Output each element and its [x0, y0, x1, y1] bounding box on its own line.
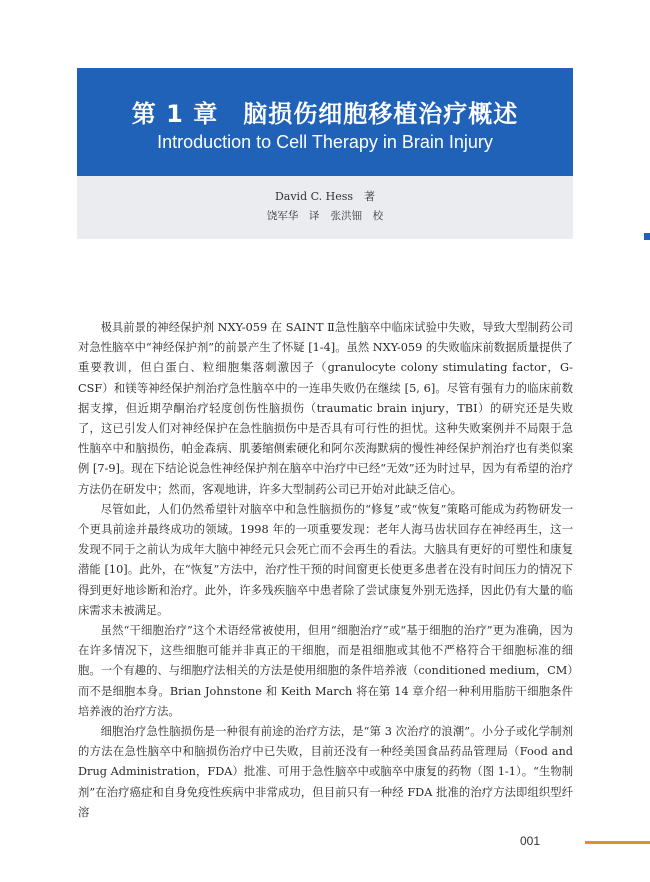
chapter-title-chinese: 第 1 章 脑损伤细胞移植治疗概述 [131, 100, 519, 128]
chapter-title-english: Introduction to Cell Therapy in Brain Injury [157, 132, 493, 152]
paragraph: 细胞治疗急性脑损伤是一种很有前途的治疗方法，是“第 3 次治疗的浪潮”。小分子或化学制剂的方法在急性脑卒中和脑损伤治疗中已失败，目前还没有一种经美国食品药品管理局（Food and Drug Administration，FDA）批准、可用于急性脑卒中或脑卒中康复的药物（图 1-1）。“生物制剂”在治疗癌症和自身免疫性疾病中非常成功，但目前只有一种经 FDA 批准的治疗方法即组织型纤溶 [78, 725, 573, 819]
author-line: David C. Hess 著 [274, 190, 376, 203]
paragraph: 尽管如此，人们仍然希望针对脑卒中和急性脑损伤的“修复”或“恢复”策略可能成为药物研发一个更具前途并最终成功的领域。1998 年的一项重要发现：老年人海马齿状回存在神经再生，这一发现不同于之前认为成年大脑中神经元只会死亡而不会再生的看法。大脑具有更好的可塑性和康复潜能 [10]。此外，在“恢复”方法中，治疗性干预的时间窗更长使更多患者在没有时间压力的情况下得到更好地诊断和治疗。此外，许多残疾脑卒中患者除了尝试康复外别无选择，因此仍有大量的临床需求未被满足。 [78, 502, 573, 617]
paragraph: 极具前景的神经保护剂 NXY-059 在 SAINT Ⅱ急性脑卒中临床试验中失败，导致大型制药公司对急性脑卒中“神经保护剂”的前景产生了怀疑 [1-4]。虽然 NXY-059 的失败临床前数据质量提供了重要教训，但白蛋白、粒细胞集落刺激因子（granulocyte colony stimulating factor，G-CSF）和镁等神经保护剂治疗急性脑卒中的一连串失败仍在继续 [5, 6]。尽管有强有力的临床前数据支撑，但近期孕酮治疗轻度创伤性脑损伤（traumatic brain injury，TBI）的研究还是失败了，这已引发人们对神经保护在急性脑损伤中是否具有可行性的担忧。这种失败案例并不局限于急性脑卒中和脑损伤，帕金森病、肌萎缩侧索硬化和阿尔茨海默病的慢性神经保护剂治疗也有类似案例 [7-9]。现在下结论说急性神经保护剂在脑卒中治疗中已经“无效”还为时过早，因为有希望的治疗方法仍在研发中；然而，客观地讲，许多大型制药公司已开始对此缺乏信心。 [78, 321, 573, 496]
body-text [78, 318, 573, 823]
reviewer: 张洪钿 校 [330, 210, 384, 222]
paragraph: 虽然“干细胞治疗”这个术语经常被使用，但用“细胞治疗”或“基于细胞的治疗”更为准确，因为在许多情况下，这些细胞可能并非真正的干细胞，而是祖细胞或其他不严格符合干细胞标准的细胞。一个有趣的、与细胞疗法相关的方法是使用细胞的条件培养液（conditioned medium，CM）而不是细胞本身。Brian Johnstone 和 Keith March 将在第 14 章介绍一种利用脂肪干细胞条件培养液的治疗方法。 [78, 624, 573, 718]
translator: 饶军华 译 [266, 210, 320, 222]
side-tab-marker [644, 233, 650, 240]
footer-accent-bar [585, 841, 650, 844]
translator-line [77, 208, 573, 223]
chapter-header [77, 68, 573, 239]
title-band [77, 68, 573, 176]
page-number: 001 [520, 834, 541, 848]
